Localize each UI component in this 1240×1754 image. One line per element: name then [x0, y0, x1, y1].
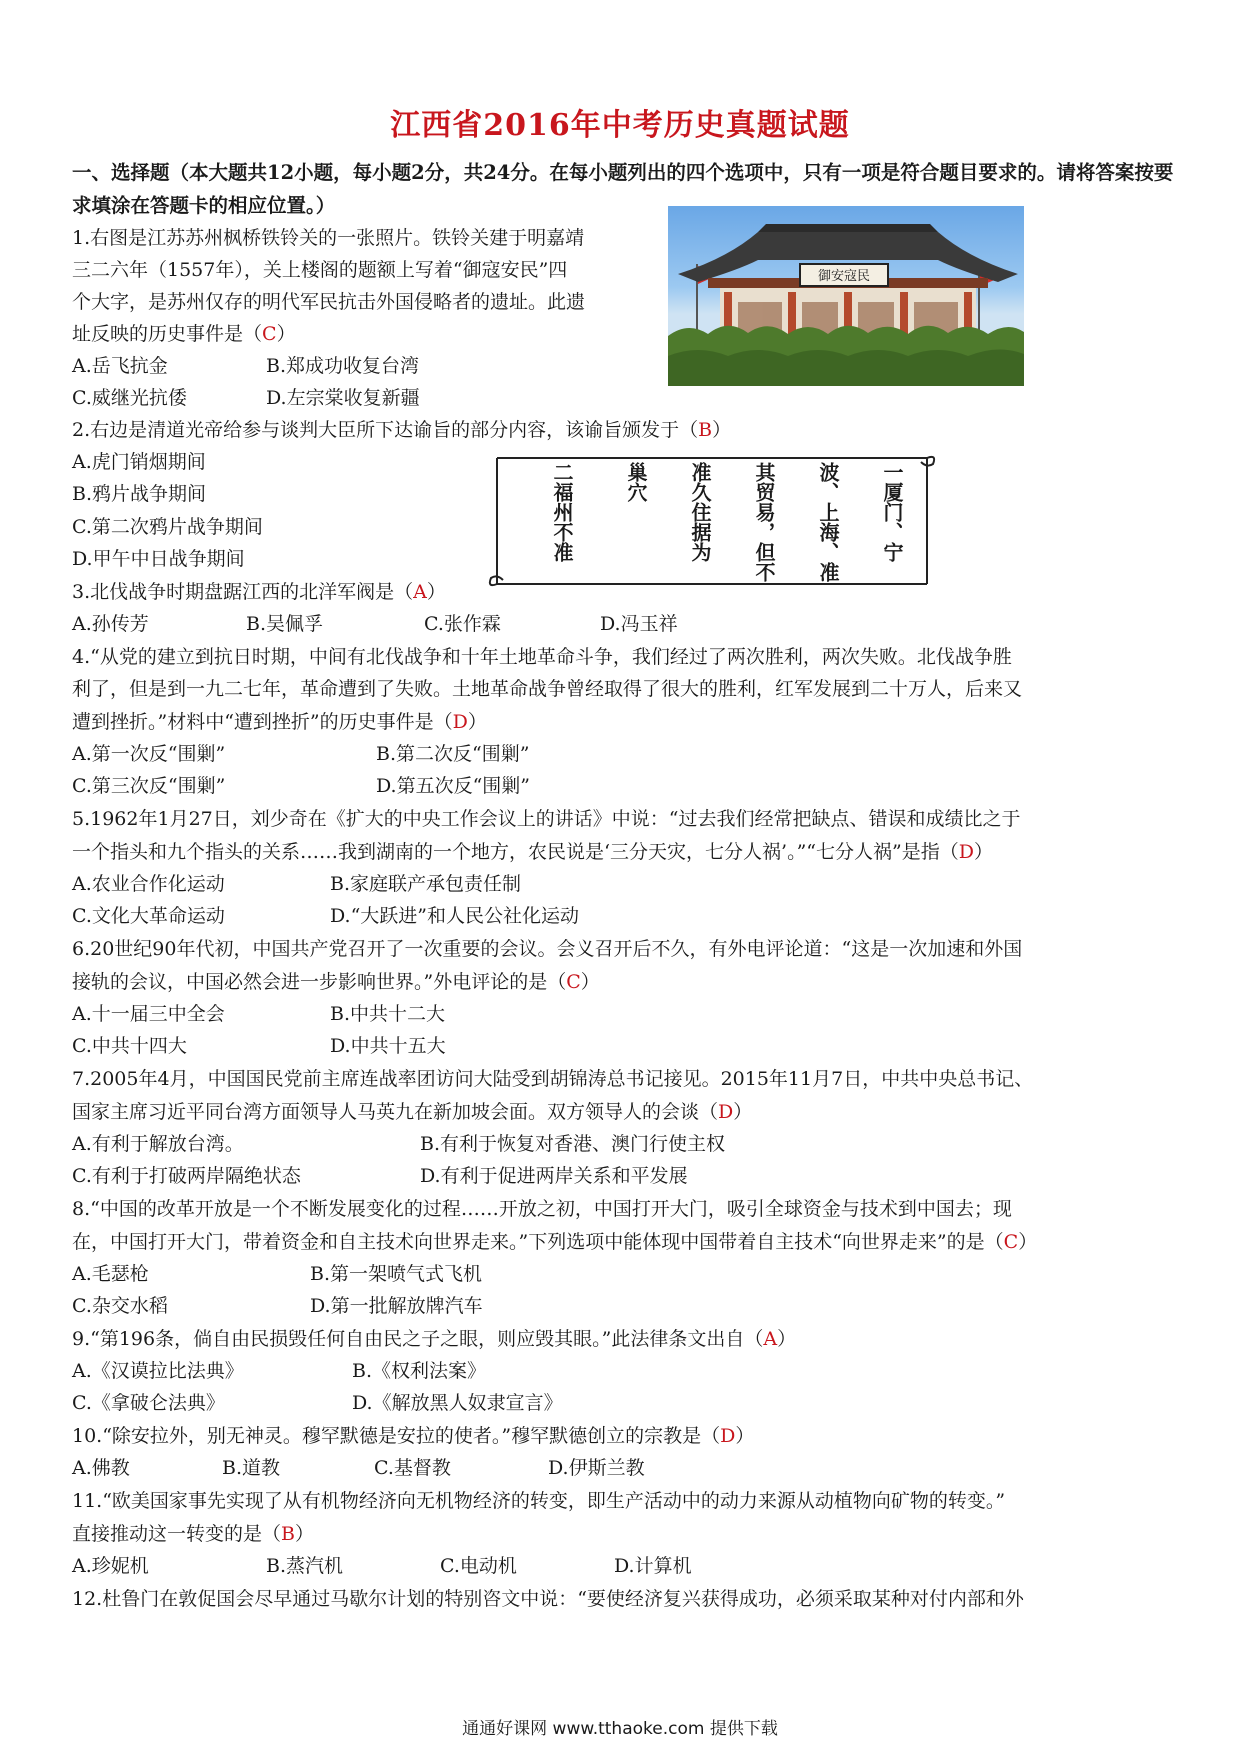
- q1-option-a: A.岳飞抗金: [72, 355, 168, 377]
- q11-option-d: D.计算机: [614, 1555, 692, 1577]
- q8-option-b: B.第一架喷气式飞机: [310, 1263, 483, 1285]
- scroll-col-2: 波、上海、准: [816, 462, 840, 582]
- q4-option-c: C.第三次反“围剿”: [72, 775, 226, 797]
- q12-line: 12.杜鲁门在敦促国会尽早通过马歇尔计划的特别咨文中说：“要使经济复兴获得成功，必须采取某种对付内部和外: [72, 1588, 1024, 1610]
- pavilion-photo: [668, 206, 1024, 386]
- edict-scroll: [487, 454, 937, 590]
- q11-answer: B: [281, 1523, 295, 1545]
- q8-line-2: 在，中国打开大门，带着资金和自主技术向世界走来。”下列选项中能体现中国带着自主技术“向世界走来”的是（C）: [72, 1231, 1038, 1253]
- q8-line-1: 8.“中国的改革开放是一个不断发展变化的过程……开放之初，中国打开大门，吸引全球资金与技术到中国去；现: [72, 1198, 1012, 1220]
- q8-answer: C: [1003, 1231, 1019, 1253]
- scroll-col-4: 准久住据为: [688, 462, 712, 562]
- q7-line-1: 7.2005年4月，中国国民党前主席连战率团访问大陆受到胡锦涛总书记接见。2015年11月7日，中共中央总书记、: [72, 1068, 1034, 1090]
- q3-option-d: D.冯玉祥: [600, 613, 678, 635]
- q11-option-b: B.蒸汽机: [266, 1555, 344, 1577]
- q6-answer: C: [566, 971, 581, 993]
- q9-option-c: C.《拿破仑法典》: [72, 1392, 225, 1414]
- q11-line-2: 直接推动这一转变的是（B）: [72, 1523, 314, 1545]
- q10-option-a: A.佛教: [72, 1457, 130, 1479]
- q1-option-b: B.郑成功收复台湾: [266, 355, 420, 377]
- q6-line-1: 6.20世纪90年代初，中国共产党召开了一次重要的会议。会义召开后不久，有外电评论道：“这是一次加速和外国: [72, 938, 1023, 960]
- q2-option-a: A.虎门销烟期间: [72, 451, 206, 473]
- q4-option-d: D.第五次反“围剿”: [376, 775, 531, 797]
- q1-line-1: 1.右图是江苏苏州枫桥铁铃关的一张照片。铁铃关建于明嘉靖: [72, 227, 585, 249]
- q8-option-c: C.杂交水稻: [72, 1295, 168, 1317]
- q1-option-c: C.威继光抗倭: [72, 387, 187, 409]
- q4-line-1: 4.“从党的建立到抗日时期，中间有北伐战争和十年土地革命斗争，我们经过了两次胜利，两次失败。北伐战争胜: [72, 646, 1012, 668]
- page-title: 江西省2016年中考历史真题试题: [390, 108, 850, 143]
- q5-line-1: 5.1962年1月27日，刘少奇在《扩大的中央工作会议上的讲话》中说：“过去我们经常把缺点、错误和成绩比之于: [72, 808, 1021, 830]
- q3-option-a: A.孙传芳: [72, 613, 149, 635]
- q7-option-a: A.有利于解放台湾。: [72, 1133, 244, 1155]
- q9-option-d: D.《解放黑人奴隶宣言》: [352, 1392, 563, 1414]
- scroll-col-3: 其贸易，但不: [752, 462, 776, 582]
- q5-option-b: B.家庭联产承包责任制: [330, 873, 522, 895]
- q4-line-3: 遭到挫折。”材料中“遭到挫折”的历史事件是（D）: [72, 711, 487, 733]
- q1-line-3: 个大字，是苏州仅存的明代军民抗击外国侵略者的遗址。此遗: [72, 291, 586, 313]
- q7-option-c: C.有利于打破两岸隔绝状态: [72, 1165, 301, 1187]
- q5-answer: D: [958, 841, 974, 863]
- q4-option-a: A.第一次反“围剿”: [72, 743, 226, 765]
- scroll-col-5: 巢穴: [624, 462, 648, 502]
- q5-option-a: A.农业合作化运动: [72, 873, 225, 895]
- q6-option-c: C.中共十四大: [72, 1035, 187, 1057]
- q5-line-2: 一个指头和九个指头的关系……我到湖南的一个地方，农民说是‘三分天灾，七分人祸’。”“七分人祸”是指（D）: [72, 841, 993, 863]
- q6-option-d: D.中共十五大: [330, 1035, 446, 1057]
- q11-line-1: 11.“欧美国家事先实现了从有机物经济向无机物经济的转变，即生产活动中的动力来源从动植物向矿物的转变。”: [72, 1490, 1006, 1512]
- q1-answer: C: [262, 323, 277, 345]
- q3-answer: A: [413, 581, 427, 603]
- q8-option-d: D.第一批解放牌汽车: [310, 1295, 483, 1317]
- q10-option-b: B.道教: [222, 1457, 281, 1479]
- q1-option-d: D.左宗棠收复新疆: [266, 387, 420, 409]
- q3-option-b: B.吴佩孚: [246, 613, 324, 635]
- q4-answer: D: [452, 711, 468, 733]
- q5-option-c: C.文化大革命运动: [72, 905, 225, 927]
- q3-option-c: C.张作霖: [424, 613, 501, 635]
- q2-line: 2.右边是清道光帝给参与谈判大臣所下达谕旨的部分内容，该谕旨颁发于（B）: [72, 419, 732, 441]
- q2-option-b: B.鸦片战争期间: [72, 483, 207, 505]
- q9-line: 9.“第196条，倘自由民损毁任何自由民之子之眼，则应毁其眼。”此法律条文出自（A）: [72, 1328, 797, 1350]
- q4-line-2: 利了，但是到一九二七年，革命遭到了失败。土地革命战争曾经取得了很大的胜利，红军发展到二十万人，后来又: [72, 678, 1023, 700]
- q7-option-d: D.有利于促进两岸关系和平发展: [420, 1165, 688, 1187]
- q10-option-d: D.伊斯兰教: [548, 1457, 645, 1479]
- scroll-col-1: 一厦门、宁: [880, 462, 904, 562]
- q3-line: 3.北伐战争时期盘踞江西的北洋军阀是（A）: [72, 581, 446, 603]
- q6-option-a: A.十一届三中全会: [72, 1003, 225, 1025]
- q10-line: 10.“除安拉外，别无神灵。穆罕默德是安拉的使者。”穆罕默德创立的宗教是（D）: [72, 1425, 755, 1447]
- q10-option-c: C.基督教: [374, 1457, 451, 1479]
- q7-line-2: 国家主席习近平同台湾方面领导人马英九在新加坡会面。双方领导人的会谈（D）: [72, 1101, 753, 1123]
- q10-answer: D: [720, 1425, 736, 1447]
- q4-option-b: B.第二次反“围剿”: [376, 743, 530, 765]
- q9-option-a: A.《汉谟拉比法典》: [72, 1360, 244, 1382]
- q8-option-a: A.毛瑟枪: [72, 1263, 149, 1285]
- q11-option-a: A.珍妮机: [72, 1555, 149, 1577]
- q9-option-b: B.《权利法案》: [352, 1360, 487, 1382]
- q2-answer: B: [698, 419, 713, 441]
- section-heading: 一、选择题（本大题共12小题，每小题2分，共24分。在每小题列出的四个选项中，只有一项是符合题目要求的。请将答案按要求填涂在答题卡的相应位置。）: [72, 161, 1174, 217]
- q6-line-2: 接轨的会议，中国必然会进一步影响世界。”外电评论的是（C）: [72, 971, 600, 993]
- q1-line-4: 址反映的历史事件是（C）: [72, 323, 296, 345]
- q2-option-c: C.第二次鸦片战争期间: [72, 516, 263, 538]
- page-footer: 通通好课网 www.tthaoke.com 提供下载: [462, 1719, 778, 1739]
- q7-answer: D: [718, 1101, 734, 1123]
- pavilion-illustration: [668, 206, 1024, 386]
- q1-line-2: 三二六年（1557年），关上楼阁的题额上写着“御寇安民”四: [72, 259, 568, 281]
- q2-option-d: D.甲午中日战争期间: [72, 548, 245, 570]
- q9-answer: A: [763, 1328, 778, 1350]
- q7-option-b: B.有利于恢复对香港、澳门行使主权: [420, 1133, 726, 1155]
- photo-sign-text: 御安寇民: [817, 269, 871, 284]
- q5-option-d: D.“大跃进”和人民公社化运动: [330, 905, 580, 927]
- q11-option-c: C.电动机: [440, 1555, 517, 1577]
- q6-option-b: B.中共十二大: [330, 1003, 446, 1025]
- scroll-col-6: 二福州不准: [550, 462, 574, 562]
